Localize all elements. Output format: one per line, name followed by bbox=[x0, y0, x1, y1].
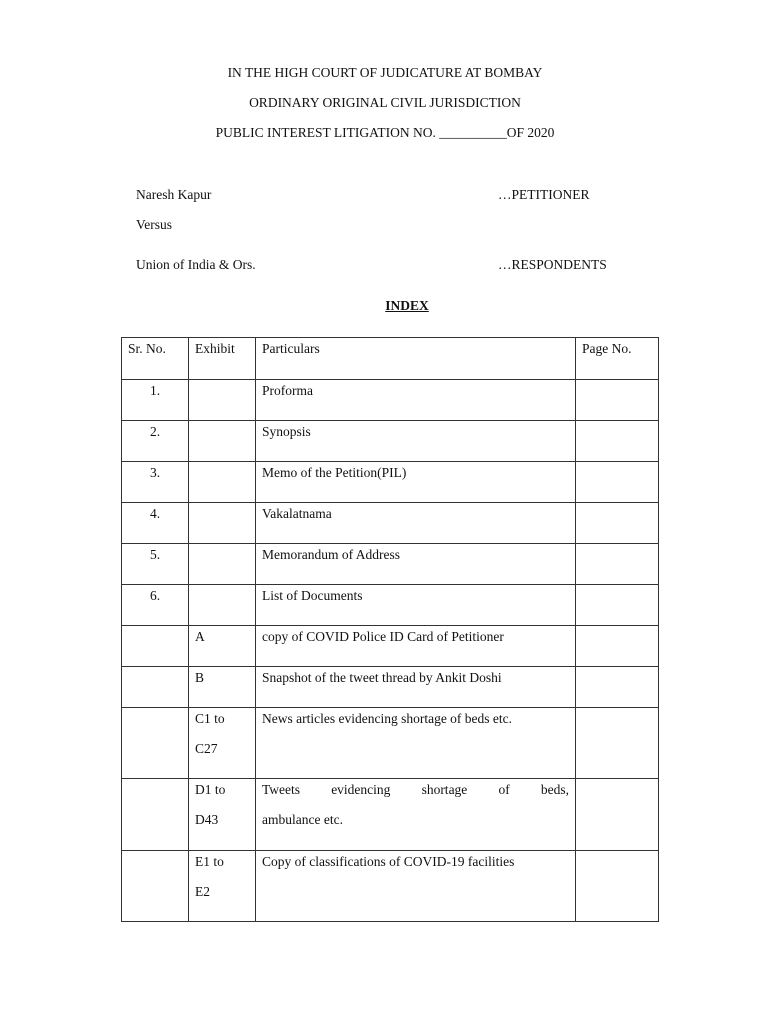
particulars: copy of COVID Police ID Card of Petitioner bbox=[262, 629, 504, 644]
page-no bbox=[576, 585, 658, 588]
column-header-sr-no: Sr. No. bbox=[122, 338, 189, 380]
table-row bbox=[122, 503, 659, 544]
page-no bbox=[576, 851, 658, 854]
versus-label: Versus bbox=[136, 217, 172, 232]
page-no bbox=[576, 421, 658, 424]
table-row bbox=[122, 851, 659, 922]
sr-no bbox=[122, 626, 188, 629]
column-header-exhibit: Exhibit bbox=[189, 338, 256, 380]
particulars: Proforma bbox=[262, 383, 313, 398]
particulars: Memo of the Petition(PIL) bbox=[262, 465, 407, 480]
exhibit-line-2: D43 bbox=[195, 811, 219, 827]
sr-no: 3. bbox=[149, 465, 161, 480]
column-header-particulars: Particulars bbox=[256, 338, 576, 380]
table-row bbox=[122, 380, 659, 421]
index-heading: INDEX bbox=[385, 298, 429, 313]
particulars: List of Documents bbox=[262, 588, 363, 603]
exhibit-line-1: C1 to bbox=[195, 711, 225, 726]
page-no bbox=[576, 667, 658, 670]
exhibit-line-2: C27 bbox=[195, 740, 218, 756]
page-no bbox=[576, 544, 658, 547]
exhibit bbox=[189, 503, 255, 506]
table-row bbox=[122, 667, 659, 708]
petitioner-role: …PETITIONER bbox=[498, 187, 590, 202]
table-row bbox=[122, 779, 659, 851]
sr-no bbox=[122, 851, 188, 854]
sr-no: 4. bbox=[149, 506, 161, 521]
page-no bbox=[576, 503, 658, 506]
particulars-line-2: ambulance etc. bbox=[262, 811, 343, 827]
particulars: Copy of classifications of COVID-19 facilities bbox=[262, 854, 515, 869]
page-no bbox=[576, 708, 658, 711]
exhibit: B bbox=[195, 670, 205, 685]
table-row bbox=[122, 708, 659, 779]
particulars: Vakalatnama bbox=[262, 506, 332, 521]
respondent-role: …RESPONDENTS bbox=[498, 257, 607, 272]
exhibit bbox=[189, 544, 255, 547]
jurisdiction-title: ORDINARY ORIGINAL CIVIL JURISDICTION bbox=[249, 95, 521, 110]
exhibit bbox=[189, 462, 255, 465]
petitioner-name: Naresh Kapur bbox=[136, 187, 212, 202]
sr-no bbox=[122, 667, 188, 670]
page-no bbox=[576, 462, 658, 465]
court-title: IN THE HIGH COURT OF JUDICATURE AT BOMBAY bbox=[227, 65, 543, 80]
exhibit bbox=[189, 421, 255, 424]
column-header-page-no: Page No. bbox=[576, 338, 659, 380]
exhibit-line-1: E1 to bbox=[195, 854, 224, 869]
table-row bbox=[122, 462, 659, 503]
sr-no: 5. bbox=[149, 547, 161, 562]
particulars: Snapshot of the tweet thread by Ankit Doshi bbox=[262, 670, 502, 685]
case-number: PUBLIC INTEREST LITIGATION NO. __________OF 2020 bbox=[215, 125, 555, 140]
table-row bbox=[122, 421, 659, 462]
exhibit bbox=[189, 380, 255, 383]
page-no bbox=[576, 626, 658, 629]
exhibit-line-1: D1 to bbox=[195, 782, 226, 797]
exhibit-line-2: E2 bbox=[195, 883, 210, 899]
exhibit bbox=[189, 585, 255, 588]
particulars: News articles evidencing shortage of beds etc. bbox=[262, 711, 513, 726]
respondent-name: Union of India & Ors. bbox=[136, 257, 256, 272]
exhibit: A bbox=[195, 629, 205, 644]
particulars: Synopsis bbox=[262, 424, 311, 439]
sr-no: 6. bbox=[149, 588, 161, 603]
sr-no bbox=[122, 779, 188, 782]
particulars-line-1: Tweets evidencing shortage of beds, bbox=[262, 782, 569, 797]
page-no bbox=[576, 380, 658, 383]
sr-no: 2. bbox=[149, 424, 161, 439]
table-row bbox=[122, 585, 659, 626]
sr-no: 1. bbox=[149, 383, 161, 398]
table-row bbox=[122, 544, 659, 585]
particulars: Memorandum of Address bbox=[262, 547, 400, 562]
table-row bbox=[122, 626, 659, 667]
table-header-row bbox=[122, 338, 659, 380]
sr-no bbox=[122, 708, 188, 711]
page-no bbox=[576, 779, 658, 782]
index-table bbox=[121, 337, 659, 922]
